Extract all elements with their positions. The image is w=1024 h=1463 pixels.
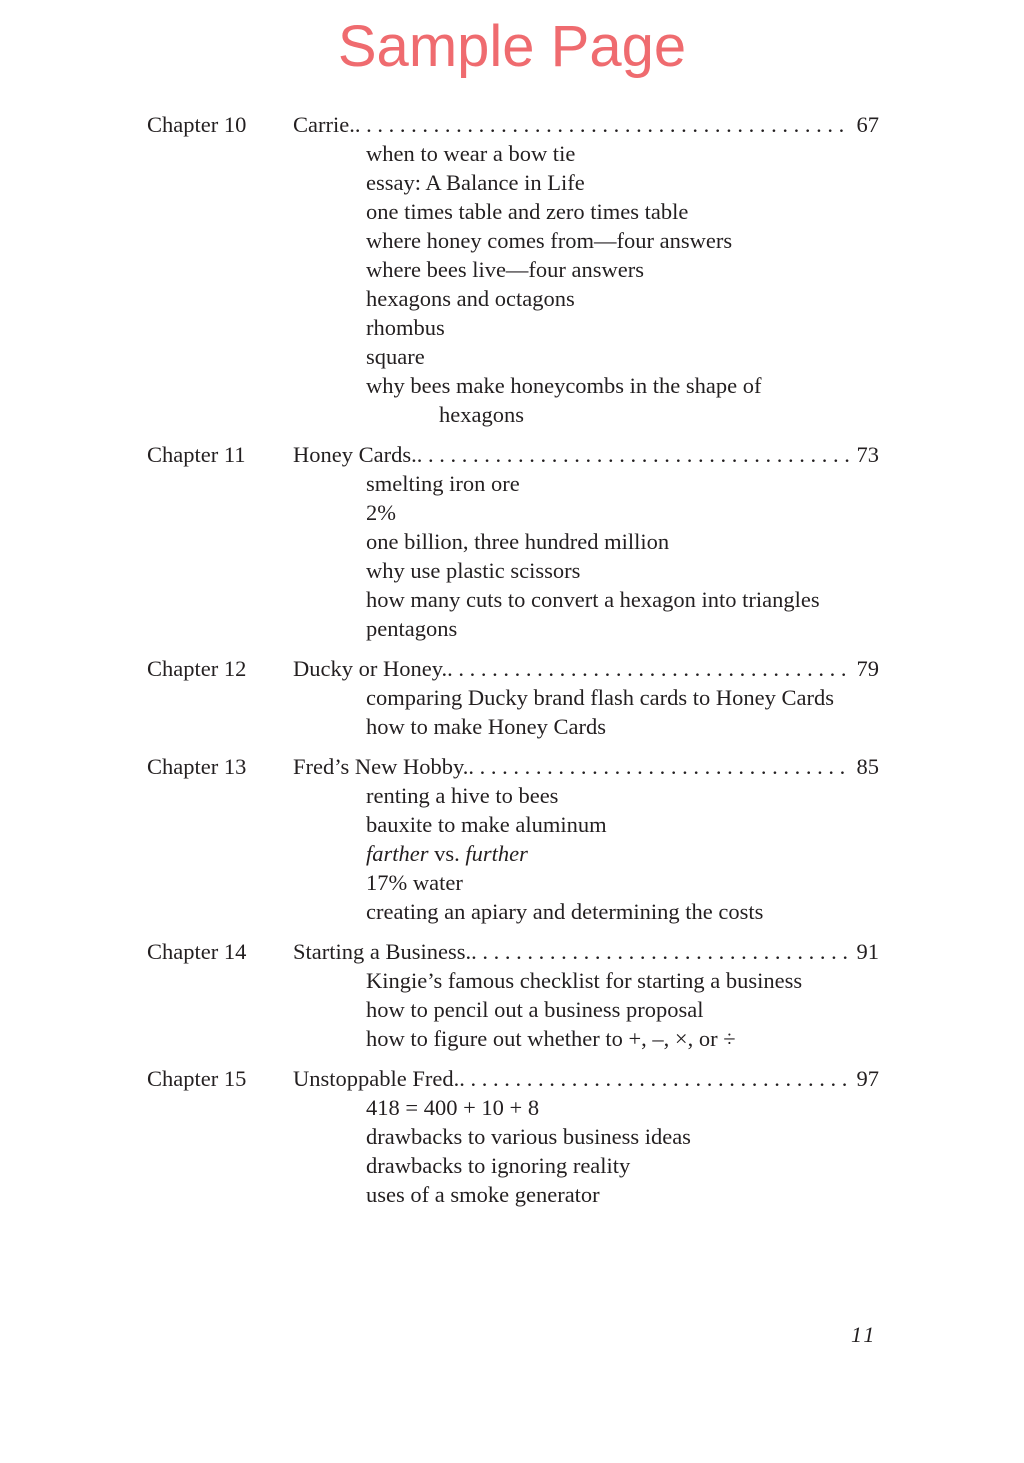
topic-item: 17% water [366,870,463,895]
topic-item: when to wear a bow tie [366,141,576,166]
topic-item: hexagons and octagons [366,286,575,311]
topic-item: how many cuts to convert a hexagon into triangles [366,587,820,612]
topic-item: why use plastic scissors [366,558,581,583]
topic-item: how to pencil out a business proposal [366,997,704,1022]
chapter-topics [147,1093,879,1209]
chapter-title-line [293,752,879,781]
chapter-topics [147,683,879,741]
topic-item: how to figure out whether to +, –, ×, or ÷ [366,1026,736,1051]
chapter-number: Chapter 14 [147,939,247,964]
chapter-title-line [293,1064,879,1093]
table-of-contents [147,110,879,1220]
italic-word: farther [366,841,429,866]
chapter-title: Fred’s New Hobby. [293,754,469,779]
topic-item: drawbacks to ignoring reality [366,1153,631,1178]
chapter-number: Chapter 11 [147,442,246,467]
topic-item: bauxite to make aluminum [366,812,607,837]
toc-chapter-14 [147,937,879,1053]
chapter-page-number: 67 [856,112,879,137]
topic-item: pentagons [366,616,458,641]
topic-item: Kingie’s famous checklist for starting a business [366,968,803,993]
chapter-page-number: 91 [856,939,879,964]
chapter-heading [147,654,879,683]
chapter-title-line [293,654,879,683]
dot-leader [417,440,851,469]
dot-leader [355,110,851,139]
topic-item: where honey comes from—four answers [366,228,733,253]
chapter-title: Honey Cards. [293,442,417,467]
topic-item: why bees make honeycombs in the shape of hexagons [366,373,762,427]
chapter-title-line [293,937,879,966]
chapter-title: Unstoppable Fred. [293,1066,460,1091]
topic-item: 2% [366,500,396,525]
topic-text: vs. [428,841,466,866]
toc-chapter-12 [147,654,879,741]
toc-chapter-13 [147,752,879,926]
chapter-title-line [293,440,879,469]
topic-item: one times table and zero times table [366,199,689,224]
toc-chapter-11 [147,440,879,643]
chapter-page-number: 79 [856,656,879,681]
chapter-page-number: 73 [856,442,879,467]
chapter-title: Starting a Business. [293,939,472,964]
dot-leader [468,752,850,781]
toc-chapter-10 [147,110,879,429]
topic-item: how to make Honey Cards [366,714,606,739]
chapter-topics [147,469,879,643]
topic-item: creating an apiary and determining the costs [366,899,764,924]
topic-item: rhombus [366,315,445,340]
chapter-heading [147,110,879,139]
dot-leader [459,1064,850,1093]
page-number-folio: 11 [851,1322,878,1347]
chapter-page-number: 85 [856,754,879,779]
chapter-heading [147,1064,879,1093]
chapter-title-line [293,110,879,139]
chapter-number: Chapter 12 [147,656,247,681]
toc-chapter-15 [147,1064,879,1209]
topic-item: drawbacks to various business ideas [366,1124,691,1149]
topic-item: renting a hive to bees [366,783,559,808]
chapter-title: Carrie. [293,112,355,137]
chapter-heading [147,440,879,469]
chapter-number: Chapter 13 [147,754,247,779]
topic-item [366,839,879,868]
topic-item: 418 = 400 + 10 + 8 [366,1095,540,1120]
chapter-page-number: 97 [856,1066,879,1091]
dot-leader [447,654,850,683]
chapter-topics [147,139,879,429]
dot-leader [471,937,850,966]
chapter-title: Ducky or Honey. [293,656,448,681]
topic-item: smelting iron ore [366,471,520,496]
chapter-topics [147,781,879,926]
sample-page-watermark: Sample Page [337,14,687,79]
topic-item: where bees live—four answers [366,257,645,282]
italic-word: further [465,841,528,866]
chapter-number: Chapter 10 [147,112,247,137]
topic-item: one billion, three hundred million [366,529,670,554]
chapter-number: Chapter 15 [147,1066,247,1091]
chapter-topics [147,966,879,1053]
chapter-heading [147,752,879,781]
topic-item: square [366,344,425,369]
chapter-heading [147,937,879,966]
topic-item: essay: A Balance in Life [366,170,585,195]
topic-item: comparing Ducky brand flash cards to Honey Cards [366,685,834,710]
topic-item: uses of a smoke generator [366,1182,600,1207]
